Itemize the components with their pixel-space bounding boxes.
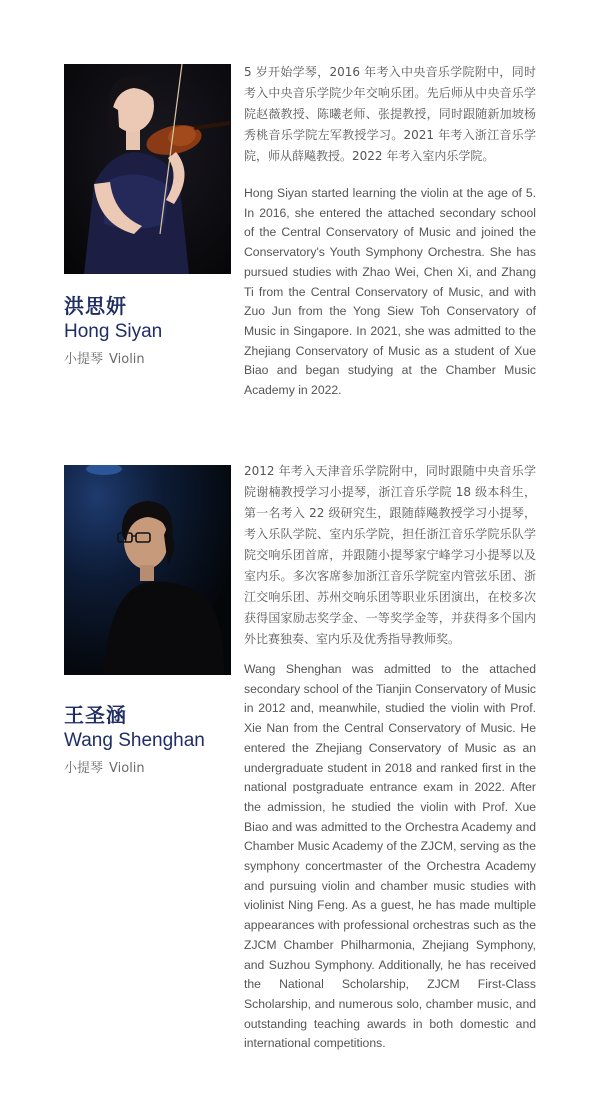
artist-name-chinese: 洪思妍 (64, 294, 127, 318)
biography-chinese: 5 岁开始学琴，2016 年考入中央音乐学院附中，同时考入中央音乐学院少年交响乐团。先后师从中央音乐学院赵薇教授、陈曦老师、张提教授，同时跟随新加坡杨秀桃音乐学院左军教授学习。2021 年考入浙江音乐学院，师从薛飚教授。2022 年考入室内乐学院。 (244, 65, 536, 163)
instrument-english: Violin (109, 352, 145, 367)
artist-name-english: Hong Siyan (64, 321, 163, 342)
artist-instrument (64, 757, 145, 776)
biography-english: Wang Shenghan was admitted to the attached secondary school of the Tianjin Conservatory of Music in 2012 and, meanwhile, studied the violin with Prof. Xie Nan from the Central Conservatory of Music. He entered the Zhejiang Conservatory of Music as an undergraduate student in 2018 and ranked first in the national postgraduate entrance exam in 2022. After the admission, he studied the violin with Prof. Xue Biao and was admitted to the Orchestra Academy and Chamber Music Academy of the ZJCM, serving as the symphony concertmaster of the Orchestra Academy and pursuing violin and chamber music studies with violinist Ning Feng. As a guest, he has made multiple appearances with professional orchestras such as the ZJCM Chamber Philharmonia, Zhejiang Symphony, and Suzhou Symphony. Additionally, he has received the National Scholarship, ZJCM First-Class Scholarship, and numerous solo, chamber music, and outstanding teaching awards in both domestic and international competitions. (244, 662, 536, 1051)
artist-instrument (64, 348, 145, 367)
violinist-portrait-image (64, 64, 231, 274)
artist-name-english: Wang Shenghan (64, 730, 205, 751)
instrument-chinese: 小提琴 (64, 761, 104, 776)
instrument-chinese: 小提琴 (64, 352, 104, 367)
instrument-english: Violin (109, 761, 145, 776)
biography-chinese: 2012 年考入天津音乐学院附中，同时跟随中央音乐学院谢楠教授学习小提琴，浙江音乐学院 18 级本科生，第一名考入 22 级研究生，跟随薛飚教授学习小提琴，考入乐队学院、室内乐学院，担任浙江音乐学院乐队学院交响乐团首席，并跟随小提琴家宁峰学习小提琴以及室内乐。多次客席参加浙江音乐学院室内管弦乐团、浙江交响乐团、苏州交响乐团等职业乐团演出，在校多次获得国家励志奖学金、一等奖学金等，并获得多个国内外比赛独奏、室内乐及优秀指导教师奖。 (244, 464, 536, 646)
violinist-portrait-image (64, 465, 231, 675)
biography-english: Hong Siyan started learning the violin at the age of 5. In 2016, she entered the attached secondary school of the Central Conservatory of Music and joined the Conservatory's Youth Symphony Orchestra. She has pursued studies with Zhao Wei, Chen Xi, and Zhang Ti from the Central Conservatory of Music, and with Zuo Jun from the Yong Siew Toh Conservatory of Music in Singapore. In 2021, she was admitted to the Zhejiang Conservatory of Music as a student of Xue Biao and began studying at the Chamber Music Academy in 2022. (244, 186, 536, 398)
portrait-photo (64, 64, 231, 274)
portrait-photo (64, 465, 231, 675)
artist-name-chinese: 王圣涵 (64, 703, 127, 727)
